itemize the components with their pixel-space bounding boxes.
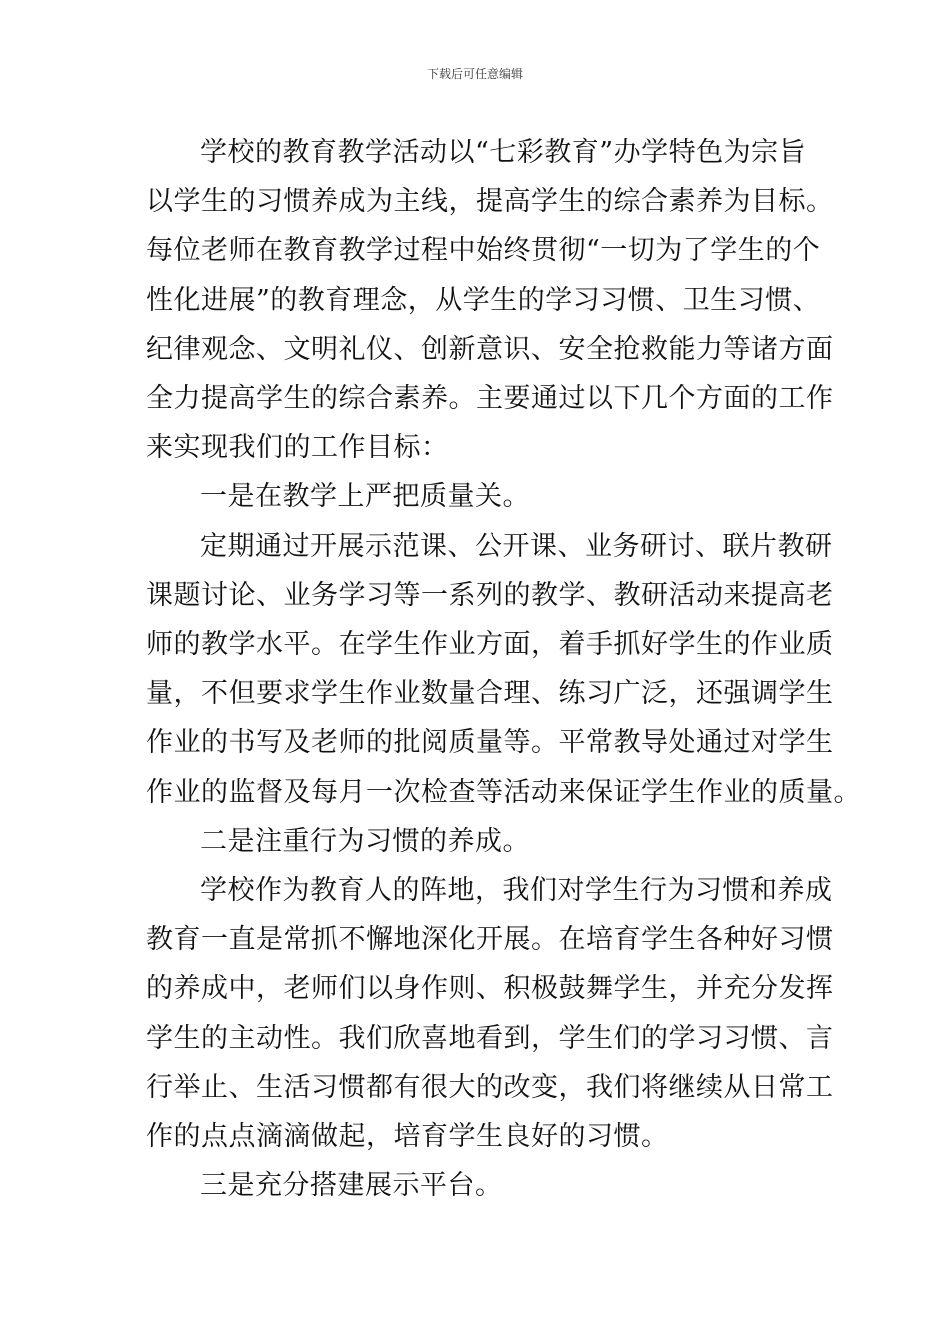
section-heading-1 — [146, 472, 810, 521]
text-line: 作业的书写及老师的批阅质量等。平常教导处通过对学生 — [146, 727, 834, 759]
text-line: 全力提高学生的综合素养。主要通过以下几个方面的工作 — [146, 383, 834, 415]
text-line: 量，不但要求学生作业数量合理、练习广泛，还强调学生 — [146, 678, 834, 710]
text-line: 师的教学水平。在学生作业方面，着手抓好学生的作业质 — [146, 629, 834, 661]
text-line: 定期通过开展示范课、公开课、业务研讨、联片教研 — [200, 530, 833, 562]
text-line: 性化进展”的教育理念，从学生的学习习惯、卫生习惯、 — [146, 284, 821, 316]
text-line: 教育一直是常抓不懈地深化开展。在培育学生各种好习惯 — [146, 924, 834, 956]
header-note: 下载后可任意编辑 — [426, 67, 523, 81]
section-heading-2 — [146, 817, 810, 866]
text-line: 的养成中，老师们以身作则、积极鼓舞学生，并充分发挥 — [146, 973, 834, 1005]
paragraph-habits — [146, 866, 834, 1161]
text-line: 以学生的习惯养成为主线，提高学生的综合素养为目标。 — [146, 186, 834, 218]
text-line: 课题讨论、业务学习等一系列的教学、教研活动来提高老 — [146, 579, 834, 611]
paragraph-intro — [146, 128, 834, 472]
text-line: 作业的监督及每月一次检查等活动来保证学生作业的质量。 — [146, 776, 861, 808]
text-line: 作的点点滴滴做起，培育学生良好的习惯。 — [146, 1121, 669, 1153]
text-line: 学校作为教育人的阵地，我们对学生行为习惯和养成 — [200, 875, 833, 907]
document-body — [146, 128, 861, 1210]
text-line: 纪律观念、文明礼仪、创新意识、安全抢救能力等诸方面 — [146, 333, 834, 365]
section-heading-3 — [146, 1161, 810, 1210]
text-line: 行举止、生活习惯都有很大的改变，我们将继续从日常工 — [146, 1071, 834, 1103]
text-line: 来实现我们的工作目标： — [146, 432, 449, 464]
text-line: 二是注重行为习惯的养成。 — [200, 825, 530, 857]
paragraph-teaching-quality — [146, 522, 861, 817]
text-line: 学生的主动性。我们欣喜地看到，学生们的学习习惯、言 — [146, 1022, 834, 1054]
text-line: 每位老师在教育教学过程中始终贯彻“一切为了学生的个 — [146, 235, 821, 267]
text-line: 一是在教学上严把质量关。 — [200, 481, 530, 513]
text-line: 学校的教育教学活动以“七彩教育”办学特色为宗旨 — [200, 137, 807, 168]
text-line: 三是充分搭建展示平台。 — [200, 1170, 503, 1202]
